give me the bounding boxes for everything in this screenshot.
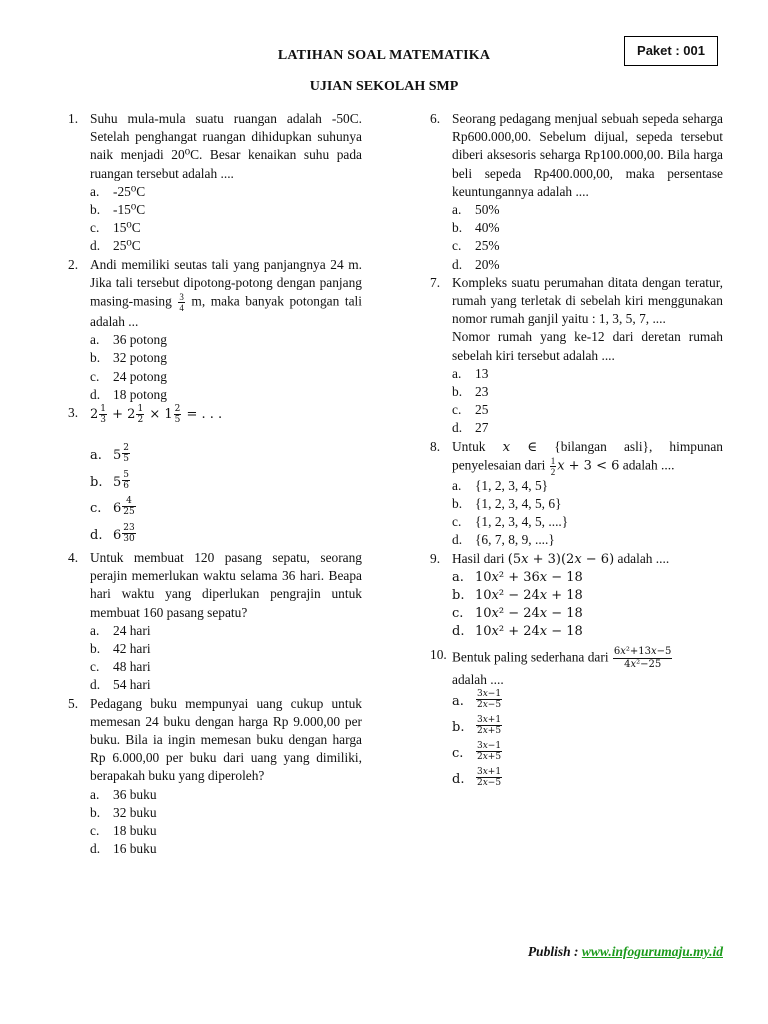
fraction-denominator: 2𝑥−5 xyxy=(477,699,502,710)
option xyxy=(452,513,723,531)
fraction xyxy=(174,404,182,425)
options-5 xyxy=(90,786,362,859)
option-text: 18 buku xyxy=(113,823,157,839)
question-text xyxy=(90,256,362,332)
inequality: 𝑥 + 3 < 6 xyxy=(557,458,620,474)
option-letter: d. xyxy=(452,420,463,436)
whole-number: 5 xyxy=(113,474,122,490)
option xyxy=(90,443,362,470)
fraction xyxy=(476,741,502,767)
option-text: 32 potong xyxy=(113,350,167,366)
fraction-numerator: 2 xyxy=(174,404,181,415)
option xyxy=(90,219,362,237)
fraction-numerator: 1 xyxy=(100,404,107,415)
option xyxy=(452,569,723,587)
option-letter: d. xyxy=(452,624,465,640)
option-letter: c. xyxy=(90,659,100,675)
fraction xyxy=(613,646,673,671)
fraction-denominator: 2𝑥+5 xyxy=(477,751,502,762)
question-text-part: m, maka banyak potongan tali adalah ... xyxy=(90,293,362,330)
fraction xyxy=(178,292,185,313)
fraction-denominator: 25 xyxy=(123,507,135,518)
option-letter: b. xyxy=(452,719,465,735)
option-letter: c. xyxy=(452,514,462,530)
fraction-numerator: 3 xyxy=(179,292,184,303)
fraction-denominator: 4𝑥²−25 xyxy=(624,658,662,670)
option-letter: c. xyxy=(90,501,102,517)
option-text: 25⁰C xyxy=(113,238,141,254)
question-2 xyxy=(68,256,362,332)
option xyxy=(90,840,362,858)
option xyxy=(452,623,723,641)
option xyxy=(90,786,362,804)
option xyxy=(90,804,362,822)
option-letter: a. xyxy=(452,477,462,493)
option xyxy=(452,531,723,549)
option-text: {1, 2, 3, 4, 5} xyxy=(475,477,549,493)
option xyxy=(452,715,723,741)
fraction xyxy=(550,456,557,477)
question-3 xyxy=(68,404,362,425)
fraction-denominator: 2 xyxy=(550,466,556,477)
option-text: 48 hari xyxy=(113,659,151,675)
options-4 xyxy=(90,622,362,695)
question-number: 9. xyxy=(430,550,441,566)
option-letter: b. xyxy=(90,641,101,657)
option-letter: d. xyxy=(90,386,101,402)
option-letter: c. xyxy=(90,823,100,839)
option xyxy=(452,401,723,419)
option xyxy=(452,237,723,255)
option xyxy=(452,495,723,513)
option-letter: b. xyxy=(90,474,103,490)
option-letter: b. xyxy=(90,202,101,218)
fraction xyxy=(122,496,135,523)
option xyxy=(90,201,362,219)
options-8 xyxy=(452,477,723,550)
question-1 xyxy=(68,110,362,183)
option xyxy=(452,219,723,237)
option-text: 36 potong xyxy=(113,332,167,348)
option-letter: b. xyxy=(90,350,101,366)
option-letter: c. xyxy=(90,220,100,236)
footer xyxy=(480,944,723,960)
fraction-denominator: 2 xyxy=(137,415,144,426)
option-letter: a. xyxy=(452,365,462,381)
option-letter: a. xyxy=(90,183,100,199)
question-text: Pedagang buku mempunyai uang cukup untuk memesan 24 buku dengan harga Rp 9.000,00 per buku. Bila ia ingin memesan buku dengan harga Rp 6.000,00 per buku dari uang yang dimiliki, berapakah buku yang diperoleh? xyxy=(90,695,362,784)
page-title: LATIHAN SOAL MATEMATIKA xyxy=(277,48,491,63)
fraction-numerator: 3𝑥−1 xyxy=(477,688,502,699)
fraction-denominator: 5 xyxy=(123,454,130,465)
question-number: 6. xyxy=(430,111,441,126)
option xyxy=(452,365,723,383)
question-text: Seorang pedagang menjual sebuah sepeda seharga Rp600.000,00. Sebelum dijual, sepeda tersebut diberi aksesoris seharga Rp100.000,00. Bila harga beli sepeda Rp400.000,00, maka persentase keuntungannya adalah .... xyxy=(452,111,723,199)
option-letter: c. xyxy=(452,402,462,418)
fraction xyxy=(136,404,144,425)
option-letter: a. xyxy=(90,448,102,464)
fraction-numerator: 5 xyxy=(123,469,130,480)
page-subtitle: UJIAN SEKOLAH SMP xyxy=(309,79,459,94)
fraction-denominator: 6 xyxy=(123,480,130,491)
question-text xyxy=(452,550,723,569)
question-5 xyxy=(68,695,362,786)
option-text: 32 buku xyxy=(113,804,157,820)
question-8 xyxy=(430,438,723,477)
option-letter: d. xyxy=(452,771,465,787)
option-text: 25 xyxy=(475,402,489,418)
question-text xyxy=(452,274,723,365)
question-text-part: adalah .... xyxy=(622,457,675,473)
fraction-numerator: 4 xyxy=(122,496,135,507)
option-text: 20% xyxy=(475,256,500,272)
options-3 xyxy=(90,443,362,549)
question-7 xyxy=(430,274,723,365)
option xyxy=(452,477,723,495)
option-text: -15⁰C xyxy=(113,202,146,218)
option-text: 10𝑥² + 36𝑥 − 18 xyxy=(475,569,583,585)
fraction-denominator: 3 xyxy=(100,415,107,426)
question-9 xyxy=(430,550,723,569)
options-1 xyxy=(90,183,362,256)
option-letter: a. xyxy=(90,786,100,802)
operator: + 2 xyxy=(112,407,136,423)
question-text xyxy=(452,438,723,477)
option-letter: a. xyxy=(452,202,462,218)
whole-number: 5 xyxy=(113,448,122,464)
option-letter: a. xyxy=(452,569,464,585)
option-text: 13 xyxy=(475,365,489,381)
fraction-denominator: 4 xyxy=(179,303,184,314)
question-number: 3. xyxy=(68,405,79,421)
option-letter: c. xyxy=(452,606,464,622)
option-letter: a. xyxy=(90,622,100,638)
option-text: {6, 7, 8, 9, ....} xyxy=(475,532,555,548)
option xyxy=(90,622,362,640)
expression: (5𝑥 + 3)(2𝑥 − 6) xyxy=(507,551,615,567)
option-text: 40% xyxy=(475,220,500,236)
options-6 xyxy=(452,201,723,274)
operator: = . . . xyxy=(186,407,223,423)
question-expression xyxy=(90,404,362,425)
question-number: 7. xyxy=(430,274,441,290)
option xyxy=(90,368,362,386)
option xyxy=(452,383,723,401)
question-text-part: Kompleks suatu perumahan ditata dengan teratur, rumah yang terletak di sebelah kiri menggunakan nomor rumah ganjil yaitu : 1, 3, 5, 7, .... xyxy=(452,274,723,327)
option-letter: c. xyxy=(90,368,100,384)
publish-label: Publish : xyxy=(527,944,579,959)
fraction xyxy=(476,715,502,741)
option-text: 24 hari xyxy=(113,622,151,638)
fraction-denominator: 5 xyxy=(174,415,181,426)
option-letter: d. xyxy=(90,677,101,693)
option-letter: d. xyxy=(90,841,101,857)
option xyxy=(452,741,723,767)
question-text-part: Andi memiliki seutas tali yang panjangnya 24 m. Jika tali tersebut dipotong-potong dengan panjang masing-masing xyxy=(90,256,362,309)
operator: × 1 xyxy=(149,407,173,423)
fraction-numerator: 1 xyxy=(137,404,144,415)
right-column xyxy=(430,110,723,793)
fraction-numerator: 23 xyxy=(123,522,135,533)
option xyxy=(452,256,723,274)
question-text-part: Bentuk paling sederhana dari xyxy=(452,649,609,665)
option-letter: d. xyxy=(90,527,103,543)
option-letter: d. xyxy=(452,532,463,548)
fraction xyxy=(122,470,130,497)
question-4 xyxy=(68,549,362,622)
option-text: 10𝑥² − 24𝑥 + 18 xyxy=(475,588,583,604)
question-number: 10. xyxy=(430,646,447,662)
option xyxy=(90,349,362,367)
publisher-link[interactable]: www.infogurumaju.my.id xyxy=(581,944,723,959)
fraction-numerator: 6𝑥²+13𝑥−5 xyxy=(613,645,672,657)
option-text: -25⁰C xyxy=(113,183,146,199)
option xyxy=(90,523,362,550)
whole-number: 6 xyxy=(113,527,122,543)
option-letter: b. xyxy=(452,220,463,236)
option xyxy=(90,470,362,497)
option-letter: c. xyxy=(452,745,464,761)
option-letter: c. xyxy=(452,238,462,254)
fraction-numerator: 3𝑥+1 xyxy=(477,766,502,777)
fraction-denominator: 2𝑥−5 xyxy=(477,777,502,788)
paket-box: Paket : 001 xyxy=(624,36,718,66)
option xyxy=(90,237,362,255)
fraction xyxy=(476,689,502,715)
question-text-part: Untuk 𝑥 ∈ {bilangan asli}, himpunan penyelesaian dari xyxy=(452,438,723,473)
option xyxy=(452,689,723,715)
question-text-part: Nomor rumah yang ke-12 dari deretan rumah sebelah kiri tersebut adalah .... xyxy=(452,329,723,363)
option-letter: d. xyxy=(90,238,101,254)
option-text: 10𝑥² + 24𝑥 − 18 xyxy=(475,624,583,640)
fraction-numerator: 3𝑥+1 xyxy=(477,714,502,725)
fraction-numerator: 1 xyxy=(550,455,556,466)
fraction xyxy=(99,404,107,425)
option-letter: b. xyxy=(452,496,463,512)
option-text: 23 xyxy=(475,384,489,400)
option-text: 50% xyxy=(475,202,500,218)
option-text: 15⁰C xyxy=(113,220,141,236)
option-text: 42 hari xyxy=(113,641,151,657)
options-2 xyxy=(90,331,362,404)
option-letter: b. xyxy=(452,384,463,400)
question-text: Suhu mula-mula suatu ruangan adalah -50C. Setelah penghangat ruangan dihidupkan suhunya naik menjadi 20⁰C. Besar kenaikan suhu pada ruangan tersebut adalah .... xyxy=(90,111,362,181)
option-text: {1, 2, 3, 4, 5, 6} xyxy=(475,496,562,512)
fraction xyxy=(122,523,135,550)
option xyxy=(90,496,362,523)
option-text: 16 buku xyxy=(113,841,157,857)
fraction xyxy=(122,443,130,470)
fraction-denominator: 30 xyxy=(123,533,135,544)
question-number: 1. xyxy=(68,111,79,126)
option xyxy=(90,676,362,694)
question-number: 4. xyxy=(68,550,79,566)
option-letter: a. xyxy=(90,332,100,348)
left-column xyxy=(68,110,362,859)
fraction-numerator: 3𝑥−1 xyxy=(477,740,502,751)
option-text: 27 xyxy=(475,420,489,436)
option-text: 25% xyxy=(475,238,500,254)
option xyxy=(90,183,362,201)
options-10 xyxy=(452,689,723,793)
option-letter: b. xyxy=(90,804,101,820)
option xyxy=(452,201,723,219)
question-text-part: Hasil dari xyxy=(452,550,505,566)
option xyxy=(452,587,723,605)
whole-number: 6 xyxy=(113,501,122,517)
option xyxy=(90,331,362,349)
question-text xyxy=(452,646,723,689)
option xyxy=(90,386,362,404)
options-7 xyxy=(452,365,723,438)
options-9 xyxy=(452,569,723,642)
fraction-denominator: 2𝑥+5 xyxy=(477,725,502,736)
option xyxy=(452,419,723,437)
fraction-numerator: 2 xyxy=(123,443,130,454)
fraction xyxy=(476,767,502,793)
question-10 xyxy=(430,646,723,689)
option xyxy=(90,640,362,658)
option xyxy=(452,767,723,793)
question-6 xyxy=(430,110,723,201)
option-letter: b. xyxy=(452,588,465,604)
question-text-part: adalah .... xyxy=(452,671,504,687)
question-number: 8. xyxy=(430,438,441,454)
whole-number: 2 xyxy=(90,407,99,423)
option xyxy=(90,822,362,840)
option-text: 18 potong xyxy=(113,386,167,402)
question-number: 2. xyxy=(68,256,79,272)
option xyxy=(452,605,723,623)
option xyxy=(90,658,362,676)
option-text: 54 hari xyxy=(113,677,151,693)
option-text: {1, 2, 3, 4, 5, ....} xyxy=(475,514,569,530)
option-letter: a. xyxy=(452,693,464,709)
question-text-part: adalah .... xyxy=(617,550,670,566)
question-number: 5. xyxy=(68,695,79,711)
option-text: 36 buku xyxy=(113,786,157,802)
option-text: 10𝑥² − 24𝑥 − 18 xyxy=(475,606,583,622)
option-letter: d. xyxy=(452,256,463,272)
question-text: Untuk membuat 120 pasang sepatu, seorang perajin memerlukan waktu selama 36 hari. Beapa hari waktu yang diperlukan pengrajin untuk membuat 160 pasang sepatu? xyxy=(90,550,362,620)
option-text: 24 potong xyxy=(113,368,167,384)
